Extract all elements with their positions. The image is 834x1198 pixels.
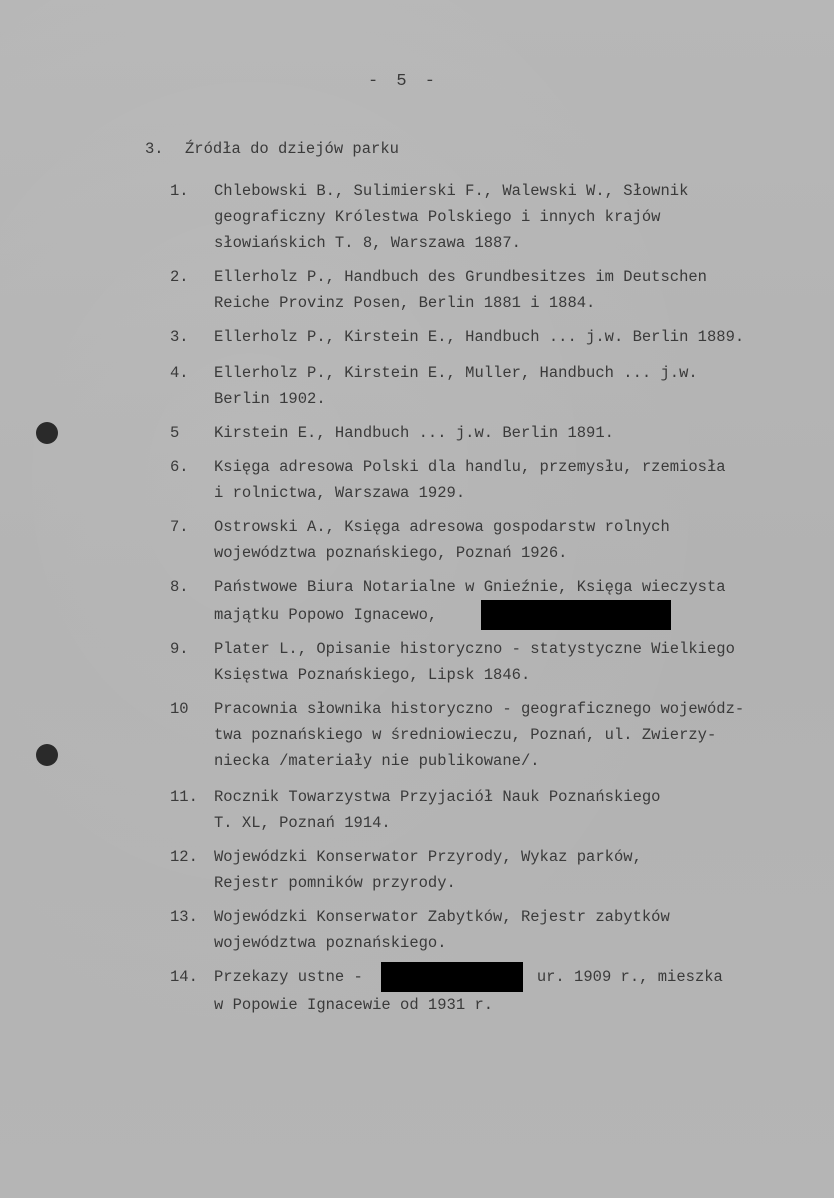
punch-hole-top xyxy=(36,422,58,444)
list-item: 14. Przekazy ustne - ur. 1909 r., mieszka w Popowie Ignacewie od 1931 r. xyxy=(170,962,830,1018)
list-item: 11. Rocznik Towarzystwa Przyjaciół Nauk Poznańskiego T. XL, Poznań 1914. xyxy=(170,788,661,832)
list-item: 12. Wojewódzki Konserwator Przyrody, Wykaz parków, Rejestr pomników przyrody. xyxy=(170,848,642,892)
redaction-bar xyxy=(481,600,671,630)
list-item: 5 Kirstein E., Handbuch ... j.w. Berlin 1891. xyxy=(170,424,614,442)
list-item: 6. Księga adresowa Polski dla handlu, przemysłu, rzemiosła i rolnictwa, Warszawa 1929. xyxy=(170,458,726,502)
list-item: 10 Pracownia słownika historyczno - geograficznego wojewódz- twa poznańskiego w średniowieczu, Poznań, ul. Zwierzy- niecka /materiały nie publikowane/. xyxy=(170,700,745,770)
section-title: Źródła do dziejów parku xyxy=(185,140,399,158)
list-item: 8. Państwowe Biura Notarialne w Gnieźnie, Księga wieczysta majątku Popowo Ignacewo, xyxy=(170,574,830,630)
section-heading xyxy=(145,140,399,158)
page-number: - 5 - xyxy=(368,72,440,91)
list-item: 13. Wojewódzki Konserwator Zabytków, Rejestr zabytków województwa poznańskiego. xyxy=(170,908,670,952)
list-item: 7. Ostrowski A., Księga adresowa gospodarstw rolnych województwa poznańskiego, Poznań 1926. xyxy=(170,518,670,562)
list-item: 3. Ellerholz P., Kirstein E., Handbuch ... j.w. Berlin 1889. xyxy=(170,328,745,346)
punch-hole-bottom xyxy=(36,744,58,766)
list-item: 9. Plater L., Opisanie historyczno - statystyczne Wielkiego Księstwa Poznańskiego, Lipsk 1846. xyxy=(170,640,735,684)
section-number: 3. xyxy=(145,140,164,158)
redaction-bar xyxy=(381,962,523,992)
list-item: 4. Ellerholz P., Kirstein E., Muller, Handbuch ... j.w. Berlin 1902. xyxy=(170,364,698,408)
list-item: 2. Ellerholz P., Handbuch des Grundbesitzes im Deutschen Reiche Provinz Posen, Berlin 1881 i 1884. xyxy=(170,268,707,312)
list-item: 1. Chlebowski B., Sulimierski F., Walewski W., Słownik geograficzny Królestwa Polskiego i innych krajów słowiańskich T. 8, Warszawa 1887. xyxy=(170,182,689,252)
